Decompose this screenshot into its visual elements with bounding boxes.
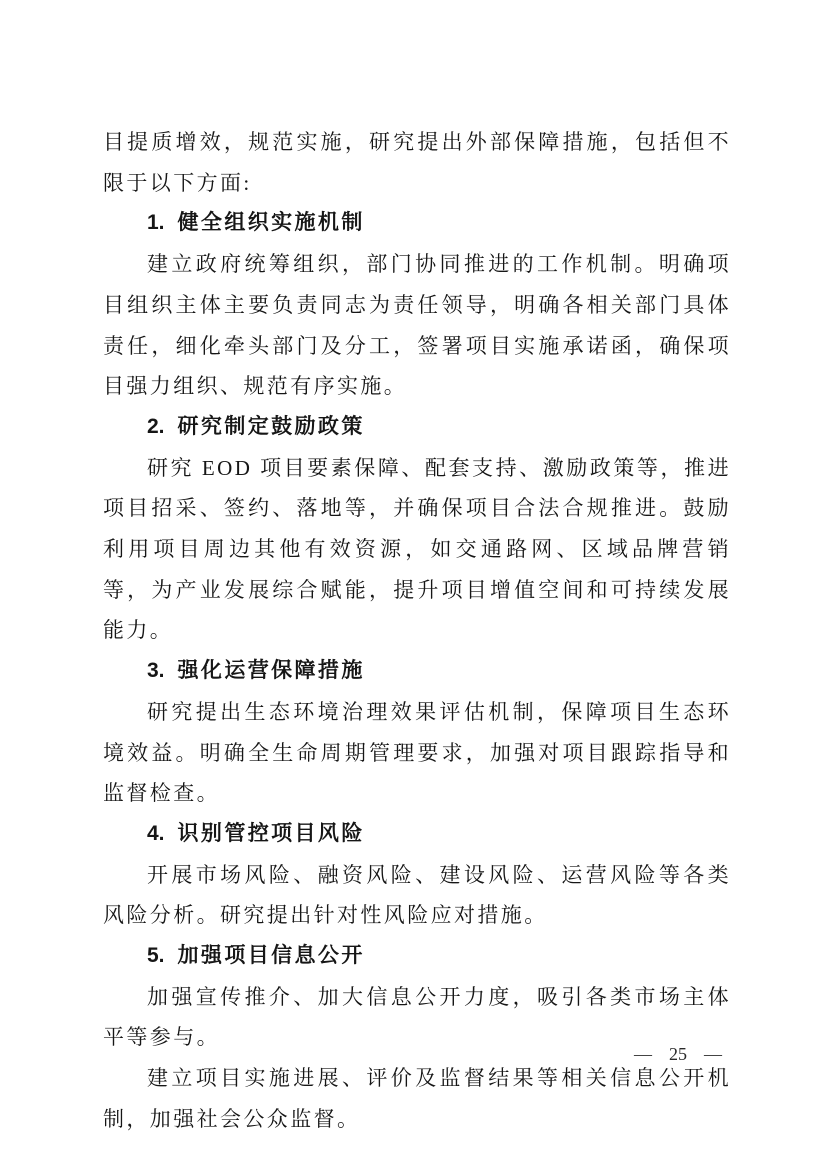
document-body	[103, 122, 731, 1140]
section-2-heading	[103, 407, 731, 448]
section-3-heading	[103, 651, 731, 692]
section-5-title: 加强项目信息公开	[177, 944, 365, 968]
section-5-number: 5.	[147, 944, 165, 968]
section-1-paragraph: 建立政府统筹组织，部门协同推进的工作机制。明确项目组织主体主要负责同志为责任领导，明确各相关部门具体责任，细化牵头部门及分工，签署项目实施承诺函，确保项目强力组织、规范有序实施。	[103, 252, 731, 399]
section-2-paragraph: 研究 EOD 项目要素保障、配套支持、激励政策等，推进项目招采、签约、落地等，并确保项目合法合规推进。鼓励利用项目周边其他有效资源，如交通路网、区域品牌营销等，为产业发展综合赋能，提升项目增值空间和可持续发展能力。	[103, 455, 731, 643]
section-5-heading	[103, 936, 731, 977]
section-2-number: 2.	[147, 414, 165, 438]
section-3-number: 3.	[147, 659, 165, 683]
section-1-title: 健全组织实施机制	[177, 211, 365, 235]
section-5-paragraph-1: 加强宣传推介、加大信息公开力度，吸引各类市场主体平等参与。	[103, 984, 731, 1050]
page-number-dash-right: —	[704, 1044, 722, 1064]
section-4-paragraph: 开展市场风险、融资风险、建设风险、运营风险等各类风险分析。研究提出针对性风险应对措施。	[103, 862, 731, 928]
section-4-title: 识别管控项目风险	[177, 821, 365, 845]
page-number	[634, 1042, 722, 1066]
intro-paragraph: 目提质增效，规范实施，研究提出外部保障措施，包括但不限于以下方面:	[103, 130, 731, 195]
section-4-heading	[103, 814, 731, 855]
section-5-paragraph-2: 建立项目实施进展、评价及监督结果等相关信息公开机制，加强社会公众监督。	[103, 1066, 731, 1131]
section-1-heading	[103, 203, 731, 244]
section-3-title: 强化运营保障措施	[177, 659, 365, 683]
section-1-number: 1.	[147, 211, 165, 235]
section-4-number: 4.	[147, 821, 165, 845]
page-number-value: 25	[669, 1044, 687, 1064]
section-3-paragraph: 研究提出生态环境治理效果评估机制，保障项目生态环境效益。明确全生命周期管理要求，加强对项目跟踪指导和监督检查。	[103, 699, 731, 806]
page-number-dash-left: —	[634, 1044, 652, 1064]
section-2-title: 研究制定鼓励政策	[177, 414, 365, 438]
